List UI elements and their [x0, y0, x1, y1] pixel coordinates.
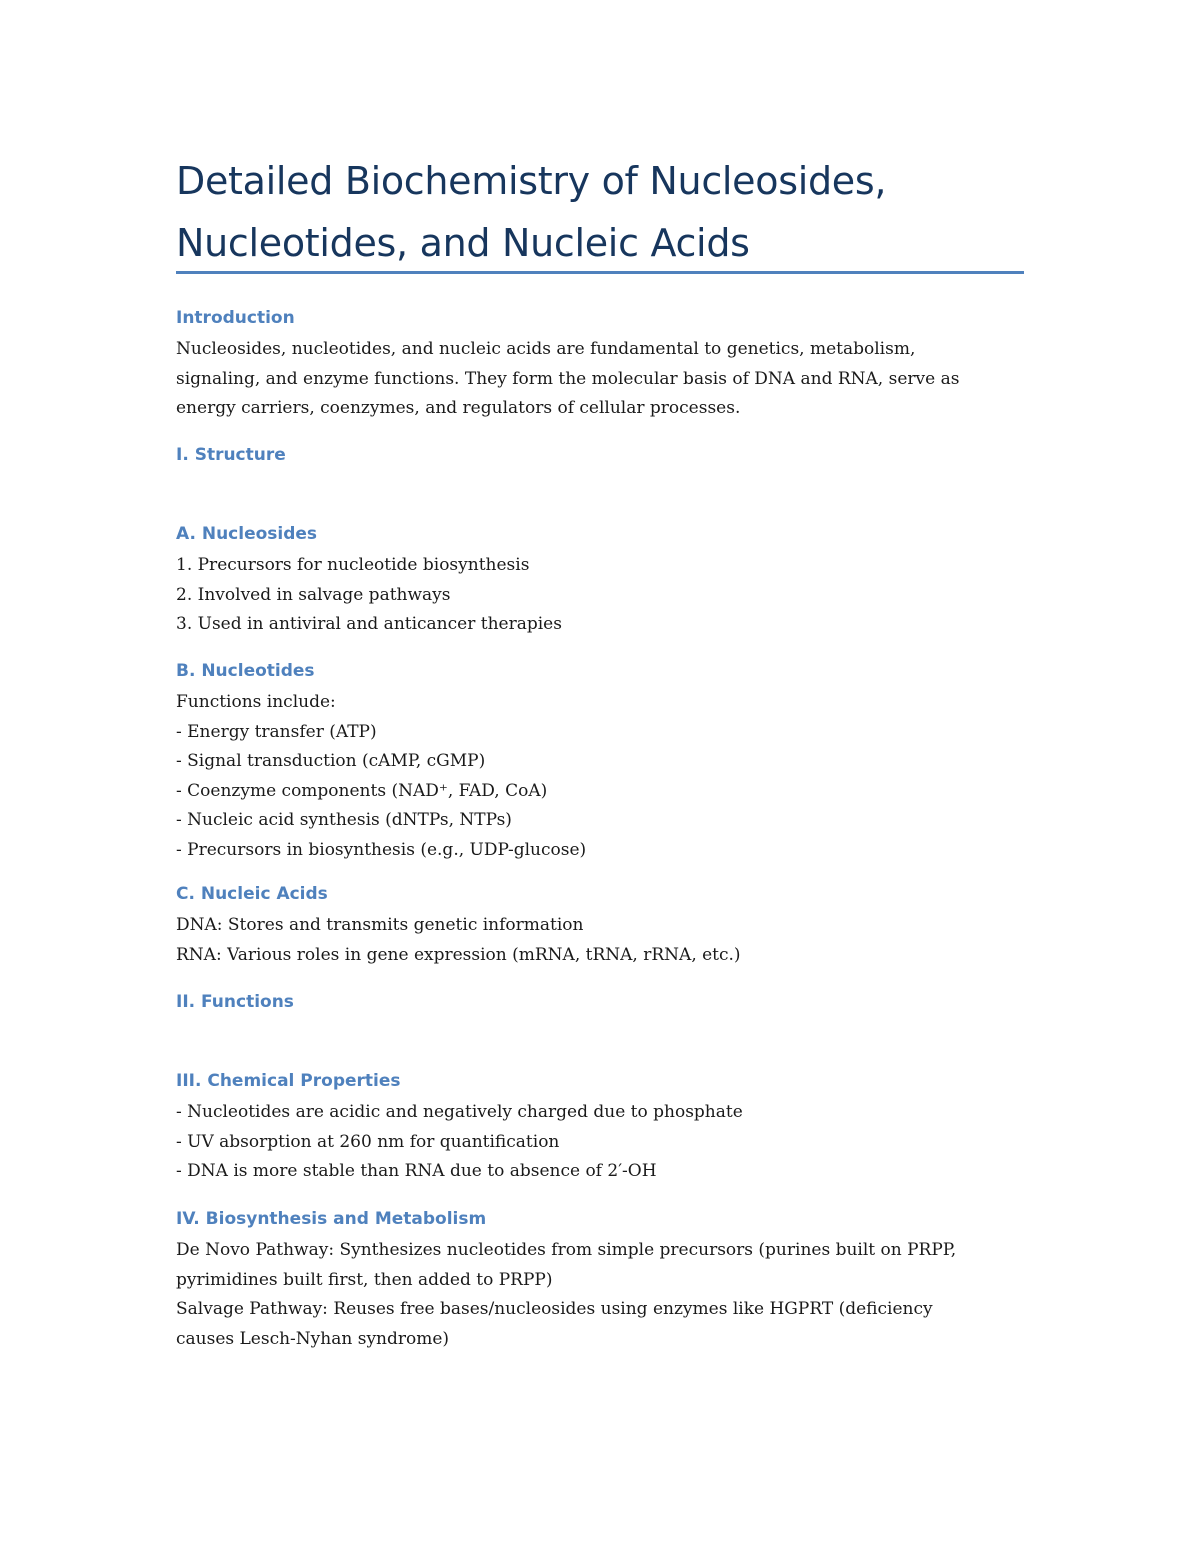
section-heading: I. Structure — [176, 445, 286, 465]
list-item: - Nucleotides are acidic and negatively charged due to phosphate — [176, 1102, 743, 1122]
section-heading: A. Nucleosides — [176, 524, 318, 544]
list-item: - Coenzyme components (NAD⁺, FAD, CoA) — [176, 780, 548, 801]
list-item: - Precursors in biosynthesis (e.g., UDP-glucose) — [176, 839, 587, 860]
list-item: - Energy transfer (ATP) — [176, 721, 377, 742]
paragraph-line: De Novo Pathway: Synthesizes nucleotides from simple precursors (purines built on PRPP, — [176, 1240, 957, 1260]
section-heading: IV. Biosynthesis and Metabolism — [176, 1209, 487, 1229]
section-nucleic-acids — [176, 881, 1026, 970]
list-item: - DNA is more stable than RNA due to absence of 2′-OH — [176, 1161, 657, 1181]
list-item: 3. Used in antiviral and anticancer therapies — [176, 614, 562, 634]
section-introduction — [176, 305, 1026, 424]
paragraph-line: Salvage Pathway: Reuses free bases/nucleosides using enzymes like HGPRT (deficiency — [176, 1299, 933, 1319]
paragraph-line: DNA: Stores and transmits genetic information — [176, 915, 584, 935]
list-item: 2. Involved in salvage pathways — [176, 584, 451, 605]
section-chemical-properties — [176, 1068, 1026, 1187]
list-item: 1. Precursors for nucleotide biosynthesis — [176, 555, 530, 575]
paragraph-line: energy carriers, coenzymes, and regulators of cellular processes. — [176, 398, 741, 418]
title-underline — [176, 271, 1024, 274]
list-item: - UV absorption at 260 nm for quantification — [176, 1131, 560, 1152]
paragraph-line: pyrimidines built first, then added to PRPP) — [176, 1269, 553, 1290]
paragraph-line: signaling, and enzyme functions. They form the molecular basis of DNA and RNA, serve as — [176, 368, 960, 389]
section-nucleotides — [176, 658, 1026, 865]
section-nucleosides — [176, 521, 1026, 640]
section-heading: C. Nucleic Acids — [176, 884, 328, 904]
section-heading: III. Chemical Properties — [176, 1071, 401, 1091]
list-item: - Nucleic acid synthesis (dNTPs, NTPs) — [176, 810, 512, 830]
paragraph-line: Functions include: — [176, 692, 336, 712]
paragraph-line: RNA: Various roles in gene expression (mRNA, tRNA, rRNA, etc.) — [176, 944, 741, 965]
list-item: - Signal transduction (cAMP, cGMP) — [176, 751, 486, 771]
section-heading: B. Nucleotides — [176, 661, 315, 681]
section-functions — [176, 989, 1026, 1019]
paragraph-line: Nucleosides, nucleotides, and nucleic acids are fundamental to genetics, metabolism, — [176, 339, 916, 359]
section-structure — [176, 442, 1026, 472]
section-heading: II. Functions — [176, 992, 294, 1012]
document-title: Detailed Biochemistry of Nucleosides, Nucleotides, and Nucleic Acids — [176, 159, 887, 265]
paragraph-line: causes Lesch-Nyhan syndrome) — [176, 1328, 450, 1349]
section-biosynthesis — [176, 1206, 1026, 1354]
section-heading: Introduction — [176, 308, 295, 328]
